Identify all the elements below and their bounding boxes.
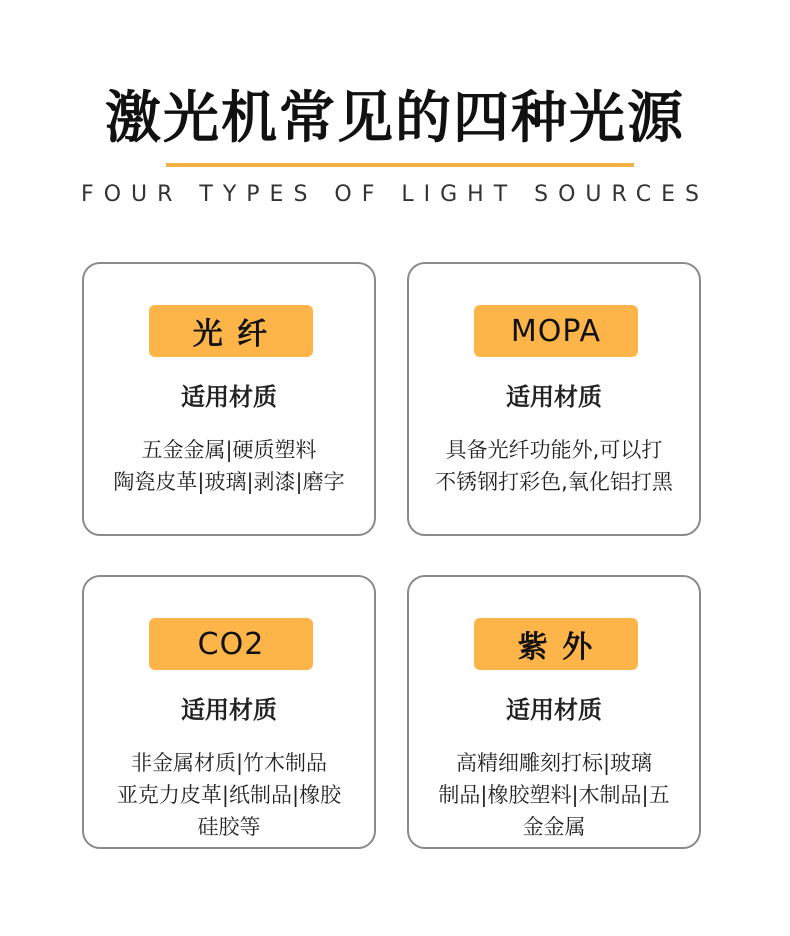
card-co2 [82,575,376,849]
card-heading: 适用材质 [506,696,602,724]
card-badge: 紫 外 [474,618,638,670]
page-title: 激光机常见的四种光源 [105,86,685,151]
card-badge: 光 纤 [149,305,313,357]
card-uv [407,575,701,849]
card-heading: 适用材质 [181,696,277,724]
card-description [92,434,366,498]
card-desc-line: 具备光纤功能外,可以打 [445,438,663,462]
card-mopa [407,262,701,536]
card-desc-line: 金金属 [522,815,586,839]
card-desc-line: 制品|橡胶塑料|木制品|五 [438,783,670,807]
page-subtitle: FOUR TYPES OF LIGHT SOURCES [81,182,709,207]
card-desc-line: 硅胶等 [197,815,261,839]
card-badge: CO2 [149,618,313,670]
card-heading: 适用材质 [506,383,602,411]
card-desc-line: 非金属材质|竹木制品 [130,751,328,775]
card-fiber [82,262,376,536]
card-desc-line: 亚克力皮革|纸制品|橡胶 [116,783,342,807]
card-description [417,747,691,843]
card-desc-line: 不锈钢打彩色,氧化铝打黑 [435,470,673,494]
card-description [417,434,691,498]
card-badge: MOPA [474,305,638,357]
title-underline [166,163,634,167]
card-heading: 适用材质 [181,383,277,411]
card-desc-line: 陶瓷皮革|玻璃|剥漆|磨字 [113,470,345,494]
card-desc-line: 五金金属|硬质塑料 [141,438,317,462]
card-description [92,747,366,843]
card-desc-line: 高精细雕刻打标|玻璃 [455,751,653,775]
